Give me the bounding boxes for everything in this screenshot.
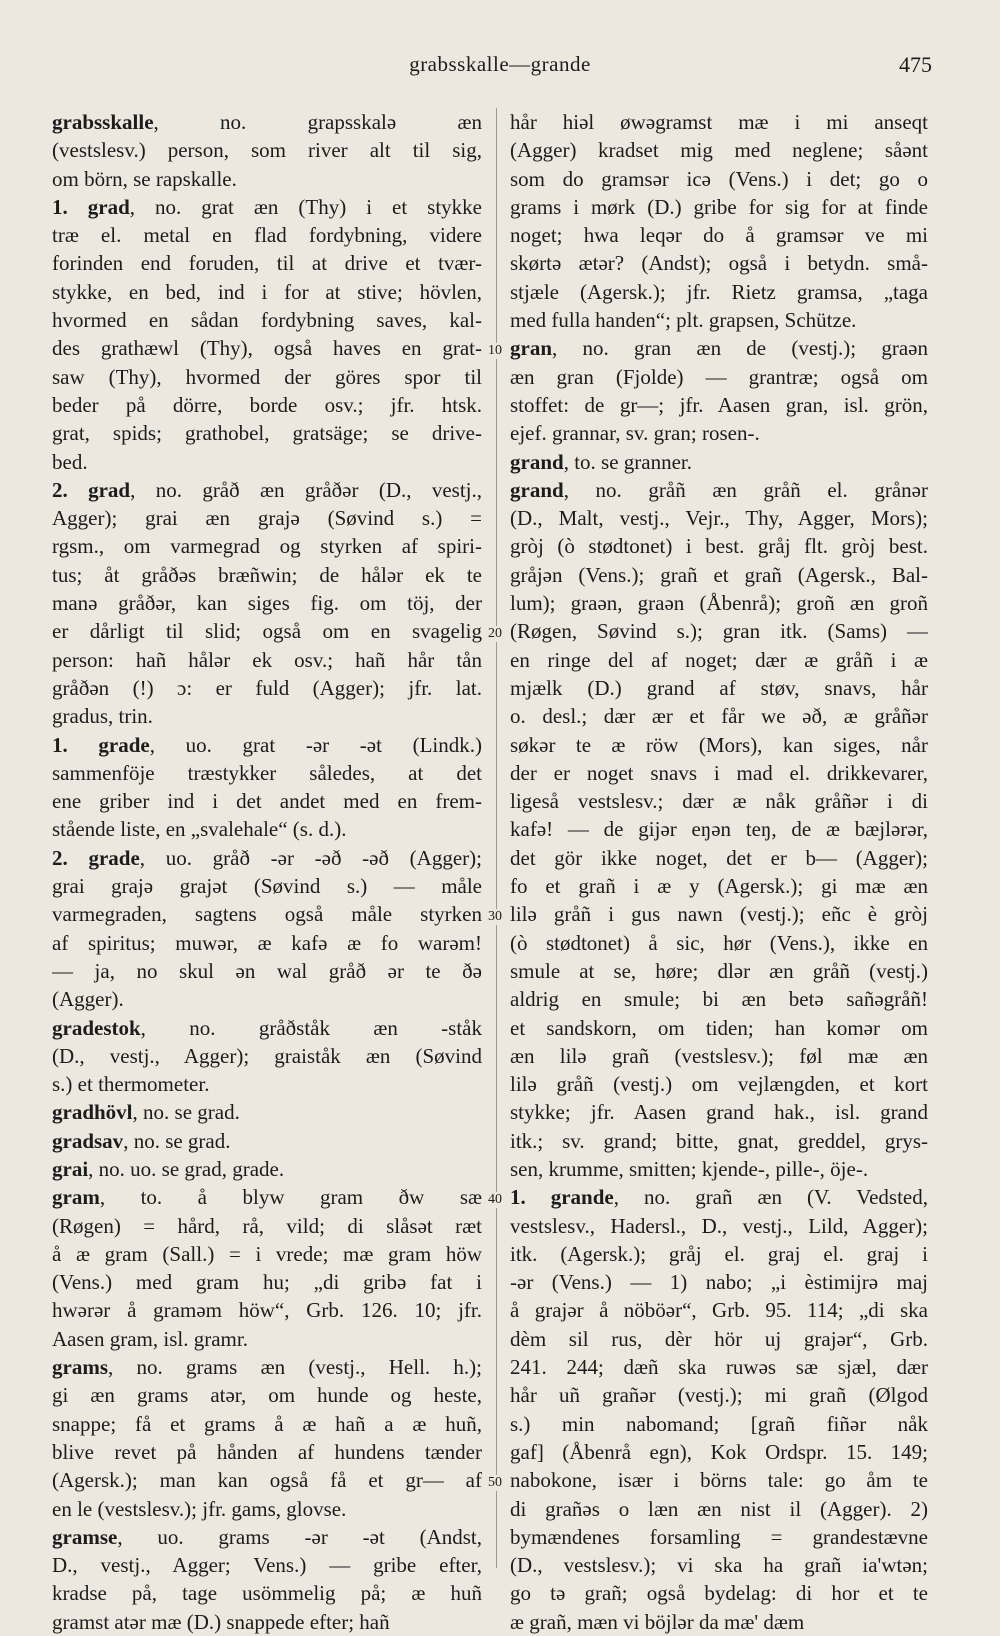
text-line: fo et grañ i æ y (Agersk.); gi mæ æn <box>510 874 928 899</box>
text-line: vestslesv., Hadersl., D., vestj., Lild, Agger); <box>510 1213 928 1238</box>
text-line: grabsskalle, no. grapsskalə æn <box>52 110 482 134</box>
text-line: hår uñ grañər (vestj.); mi grañ (Ølgod <box>510 1383 928 1408</box>
line-number-50: 50 <box>484 1475 506 1491</box>
text-line: hwərər å graməm höw“, Grb. 126. 10; jfr. <box>52 1298 482 1323</box>
text-line: å grajər å nöböər“, Grb. 95. 114; „di ska <box>510 1298 928 1323</box>
text-line: gråjən (Vens.); grañ et grañ (Agersk., Bal- <box>510 562 928 587</box>
text-line: sammenföje træstykker således, at det <box>52 760 482 785</box>
text-line: des grathæwl (Thy), også haves en grat- <box>52 336 482 361</box>
text-line: blive revet på hånden af hundens tænder <box>52 1439 482 1464</box>
text-line: — ja, no skul ən wal gråð ər te ðə <box>52 958 482 983</box>
text-line: (vestslesv.) person, som river alt til sig, <box>52 138 482 163</box>
text-line: en le (vestslesv.); jfr. gams, glovse. <box>52 1496 347 1521</box>
text-line: ligeså vestslesv.; dær æ nåk gråñər i di <box>510 789 928 814</box>
text-line: aldrig en smule; bi æn betə sañəgråñ! <box>510 987 928 1012</box>
text-line: gròj (ò stødtonet) i best. gråj flt. gròj best. <box>510 534 928 559</box>
text-line: smule at se, høre; dlər æn gråñ (vestj.) <box>510 958 928 983</box>
text-line: grat, spids; grathobel, gratsäge; se drive- <box>52 421 482 446</box>
text-line: itk.; sv. grand; bitte, gnat, greddel, grys- <box>510 1128 928 1153</box>
column-divider <box>496 108 497 1568</box>
text-line: lilə gråñ (vestj.) om vejlængden, et kort <box>510 1072 928 1097</box>
text-line: stykke; jfr. Aasen grand hak., isl. grand <box>510 1100 928 1125</box>
right-column <box>510 108 928 1636</box>
text-line: manə gråðər, kan siges fig. om töj, der <box>52 591 482 616</box>
text-line: skørtə ætər? (Andst); også i betydn. små- <box>510 251 928 276</box>
text-line: kafə! — de gijər eŋən teŋ, de æ bæjlərər, <box>510 817 928 842</box>
text-line: der er noget snavs i mad el. drikkevarer, <box>510 760 928 785</box>
text-line: å æ gram (Sall.) = i vrede; mæ gram höw <box>52 1241 482 1266</box>
text-line: af spiritus; muwər, æ kafə æ fo warəm! <box>52 930 482 955</box>
text-line: Aasen gram, isl. gramr. <box>52 1326 248 1351</box>
text-line: æn lilə grañ (vestslesv.); føl mæ æn <box>510 1043 928 1068</box>
page-header <box>0 52 1000 82</box>
text-line: grand, no. gråñ æn gråñ el. grånər <box>510 477 928 502</box>
text-line: 1. grande, no. grañ æn (V. Vedsted, <box>510 1185 928 1210</box>
text-line: o. desl.; dær ær et får we əð, æ gråñər <box>510 704 928 729</box>
text-line: kradse på, tage usömmelig på; æ huñ <box>52 1581 482 1606</box>
text-line: bed. <box>52 449 88 474</box>
text-line: hår hiəl øwəgramst mæ i mi anseqt <box>510 110 928 134</box>
text-line: gradus, trin. <box>52 704 153 729</box>
text-line: søkər te æ röw (Mors), kan siges, når <box>510 732 928 757</box>
text-line: nabokone, især i börns tale: go åm te <box>510 1468 928 1493</box>
text-line: sen, krumme, smitten; kjende-, pille-, öje-. <box>510 1156 869 1181</box>
text-line: (Agersk.); man kan også få et gr— af <box>52 1468 482 1493</box>
text-line: -ər (Vens.) — 1) nabo; „i èstimijrə maj <box>510 1270 928 1295</box>
text-line: gram, to. å blyw gram ðw sæ <box>52 1185 482 1210</box>
text-line: grams i mørk (D.) gribe for sig for at finde <box>510 194 928 219</box>
text-line: (ò stødtonet) å sic, hør (Vens.), ikke en <box>510 930 928 955</box>
line-number-40: 40 <box>484 1192 506 1208</box>
text-line: saw (Thy), hvormed der göres spor til <box>52 364 482 389</box>
text-line: bymændenes forsamling = grandestævne <box>510 1524 928 1549</box>
text-line: stjæle (Agersk.); jfr. Rietz gramsa, „taga <box>510 279 928 304</box>
text-line: tus; åt gråðəs bræñwin; de hålər ek te <box>52 562 482 587</box>
text-line: gradsav, no. se grad. <box>52 1128 231 1153</box>
text-line: en ringe del af noget; dær æ gråñ i æ <box>510 647 928 672</box>
text-line: grai grajə grajət (Søvind s.) — måle <box>52 874 482 899</box>
text-line: gradhövl, no. se grad. <box>52 1100 240 1125</box>
running-head: grabsskalle—grande <box>409 52 591 76</box>
text-line: grams, no. grams æn (vestj., Hell. h.); <box>52 1355 482 1380</box>
text-line: et sandskorn, om tiden; han komər om <box>510 1015 928 1040</box>
text-line: 241. 244; dæñ ska ruwəs sæ sjæl, dær <box>510 1355 928 1380</box>
text-line: 2. grade, uo. gråð -ər -əð -əð (Agger); <box>52 845 482 870</box>
line-number-30: 30 <box>484 909 506 925</box>
text-line: stoffet: de gr—; jfr. Aasen gran, isl. grön, <box>510 392 928 417</box>
text-line: grand, to. se granner. <box>510 449 692 474</box>
text-line: 2. grad, no. gråð æn gråðər (D., vestj., <box>52 477 482 502</box>
text-line: dèm sil rus, dèr hör uj grajər“, Grb. <box>510 1326 928 1351</box>
text-line: (D., Malt, vestj., Vejr., Thy, Agger, Mors); <box>510 506 928 531</box>
text-line: (D., vestslesv.); vi ska ha grañ ia'wtən; <box>510 1553 928 1578</box>
text-line: ejef. grannar, sv. gran; rosen-. <box>510 421 760 446</box>
text-line: om börn, se rapskalle. <box>52 166 237 191</box>
text-line: person: hañ hålər ek osv.; hañ hår tån <box>52 647 482 672</box>
text-line: 1. grade, uo. grat -ər -ət (Lindk.) <box>52 732 482 757</box>
line-number-10: 10 <box>484 343 506 359</box>
text-line: æ grañ, mæn vi böjlər da mæ' dæm <box>510 1609 805 1634</box>
text-line: stående liste, en „svalehale“ (s. d.). <box>52 817 347 842</box>
text-line: itk. (Agersk.); gråj el. graj el. graj i <box>510 1241 928 1266</box>
text-line: hvormed en sådan fordybning saves, kal- <box>52 308 482 333</box>
text-line: forinden end foruden, til at drive et tvær- <box>52 251 482 276</box>
text-line: (Agger) kradset mig med neglene; såənt <box>510 138 928 163</box>
text-line: snappe; få et grams å æ hañ a æ huñ, <box>52 1411 482 1436</box>
text-line: (Røgen, Søvind s.); gran itk. (Sams) — <box>510 619 928 644</box>
line-number-20: 20 <box>484 626 506 642</box>
text-line: er dårligt til slid; også om en svagelig <box>52 619 482 644</box>
text-line: lum); graən, graən (Åbenrå); groñ æn groñ <box>510 591 928 616</box>
text-line: varmegraden, sagtens også måle styrken <box>52 902 482 927</box>
text-line: D., vestj., Agger; Vens.) — gribe efter, <box>52 1553 482 1578</box>
page-number: 475 <box>899 52 932 77</box>
text-line: rgsm., om varmegrad og styrken af spiri- <box>52 534 482 559</box>
text-line: noget; hwa leqər do å gramsər ve mi <box>510 223 928 248</box>
text-line: gaf] (Åbenrå egn), Kok Ordspr. 15. 149; <box>510 1439 928 1464</box>
text-line: gran, no. gran æn de (vestj.); graən <box>510 336 928 361</box>
text-line: s.) min nabomand; [grañ fiñər nåk <box>510 1411 928 1436</box>
text-line: æn gran (Fjolde) — grantræ; også om <box>510 364 928 389</box>
text-line: beder på dörre, borde osv.; jfr. htsk. <box>52 392 482 417</box>
text-line: di grañəs o læn æn nist il (Agger). 2) <box>510 1496 928 1521</box>
text-line: det gör ikke noget, det er b— (Agger); <box>510 845 928 870</box>
text-line: træ el. metal en flad fordybning, videre <box>52 223 482 248</box>
left-column <box>52 108 482 1636</box>
text-line: gi æn grams atər, om hunde og heste, <box>52 1383 482 1408</box>
text-line: stykke, en bed, ind i for at stive; hövlen, <box>52 279 482 304</box>
text-line: (Røgen) = hård, rå, vild; di slåsət ræt <box>52 1213 482 1238</box>
text-line: mjælk (D.) grand af støv, snavs, hår <box>510 675 928 700</box>
text-line: lilə gråñ i gus nawn (vestj.); eñc è gròj <box>510 902 928 927</box>
text-line: gramse, uo. grams -ər -ət (Andst, <box>52 1524 482 1549</box>
text-line: gramst atər mæ (D.) snappede efter; hañ <box>52 1609 390 1634</box>
text-line: (Vens.) med gram hu; „di gribə fat i <box>52 1270 482 1295</box>
text-line: gradestok, no. gråðståk æn -ståk <box>52 1015 482 1040</box>
text-line: gråðən (!) ɔ: er fuld (Agger); jfr. lat. <box>52 675 482 700</box>
text-line: med fulla handen“; plt. grapsen, Schütze. <box>510 308 857 333</box>
text-line: (Agger). <box>52 987 124 1012</box>
text-line: grai, no. uo. se grad, grade. <box>52 1156 285 1181</box>
text-line: s.) et thermometer. <box>52 1072 210 1097</box>
text-line: ene griber ind i det andet med en frem- <box>52 789 482 814</box>
text-line: som do gramsər icə (Vens.) i det; go o <box>510 166 928 191</box>
text-line: Agger); grai æn grajə (Søvind s.) = <box>52 506 482 531</box>
text-line: go tə grañ; også bydelag: di hor et te <box>510 1581 928 1606</box>
text-line: (D., vestj., Agger); graiståk æn (Søvind <box>52 1043 482 1068</box>
text-line: 1. grad, no. grat æn (Thy) i et stykke <box>52 194 482 219</box>
